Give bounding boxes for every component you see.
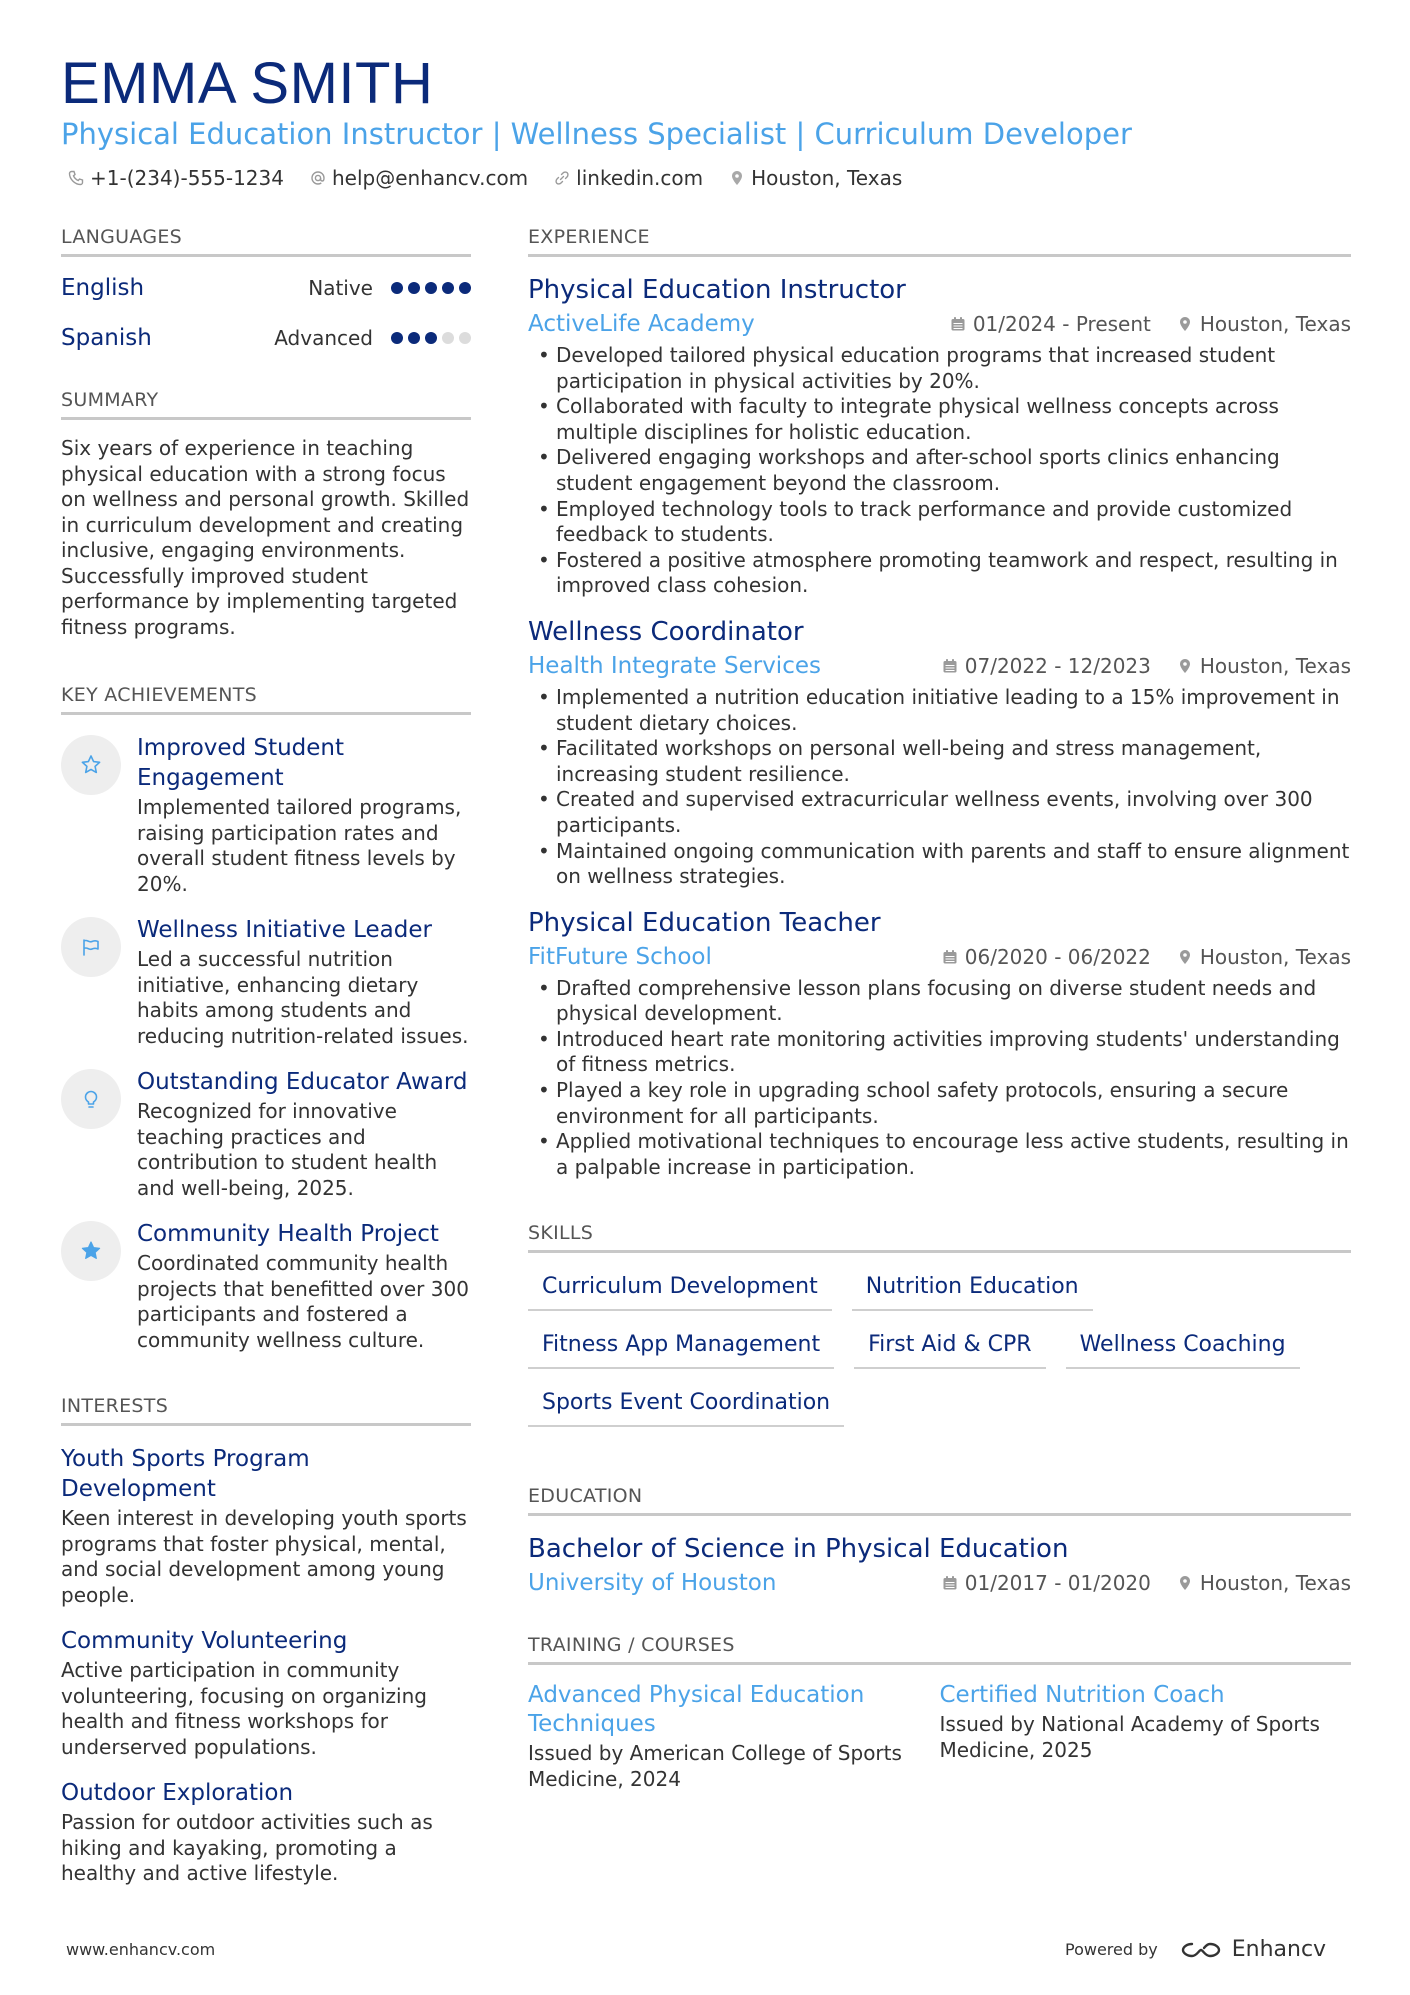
email-text: help@enhancv.com	[331, 166, 529, 190]
job-entry	[528, 906, 1351, 1181]
location-pin-icon	[729, 170, 745, 186]
experience-section	[528, 224, 1351, 1180]
education-section	[528, 1483, 1351, 1598]
location-text: Houston, Texas	[751, 166, 903, 190]
rating-dot	[425, 332, 437, 344]
skills-section	[528, 1220, 1351, 1427]
language-rating	[391, 282, 471, 294]
achievement-title: Community Health Project	[137, 1221, 439, 1247]
education-dates	[942, 1571, 1151, 1595]
contact-linkedin[interactable]	[554, 166, 703, 190]
course-title: Certified Nutrition Coach	[939, 1682, 1225, 1709]
job-bullet: • Maintained ongoing communication with parents and staff to ensure alignment on wellness strategies.	[528, 839, 1351, 890]
rating-dot	[425, 282, 437, 294]
skill-tag: Sports Event Coordination	[528, 1383, 844, 1427]
job-bullet: • Drafted comprehensive lesson plans focusing on diverse student needs and physical development.	[528, 976, 1351, 1027]
course-desc: Issued by National Academy of Sports Medicine, 2025	[939, 1712, 1320, 1762]
skill-tag: Curriculum Development	[528, 1267, 832, 1311]
job-location-text: Houston, Texas	[1199, 312, 1351, 336]
interest-title: Youth Sports Program Development	[61, 1446, 310, 1502]
language-name: Spanish	[61, 325, 152, 351]
interests-heading: INTERESTS	[61, 1393, 471, 1426]
job-dates-text: 07/2022 - 12/2023	[964, 653, 1151, 678]
star-outline-icon	[61, 735, 121, 795]
interest-item	[61, 1626, 471, 1760]
company-name: FitFuture School	[528, 943, 712, 970]
summary-section	[61, 387, 471, 640]
skills-list	[528, 1267, 1351, 1427]
achievement-item	[61, 733, 471, 897]
job-dates	[942, 945, 1151, 969]
language-row	[61, 313, 471, 363]
achievement-item	[61, 1067, 471, 1201]
skill-tag: Fitness App Management	[528, 1325, 834, 1369]
skill-tag: Wellness Coaching	[1066, 1325, 1300, 1369]
course-item	[940, 1681, 1352, 1792]
job-bullets	[528, 976, 1351, 1181]
job-bullet: • Applied motivational techniques to encourage less active students, resulting in a palpable increase in participation.	[528, 1129, 1351, 1180]
language-name: English	[61, 275, 145, 301]
job-entry	[528, 615, 1351, 890]
achievement-desc: Recognized for innovative teaching practices and contribution to student health and well-being, 2025.	[137, 1099, 438, 1200]
job-title: Wellness Coordinator	[528, 616, 804, 647]
powered-by-text: Powered by	[1065, 1940, 1158, 1959]
calendar-icon	[942, 949, 958, 965]
summary-heading: SUMMARY	[61, 387, 471, 420]
job-location-text: Houston, Texas	[1199, 653, 1351, 678]
job-bullet: • Employed technology tools to track performance and provide customized feedback to students.	[528, 497, 1351, 548]
candidate-tagline: Physical Education Instructor | Wellness Specialist | Curriculum Developer	[61, 117, 1132, 151]
contact-bar	[68, 166, 902, 190]
rating-dot	[408, 282, 420, 294]
star-filled-icon	[61, 1221, 121, 1281]
job-dates	[942, 654, 1151, 678]
interest-title: Community Volunteering	[61, 1628, 348, 1654]
company-name: Health Integrate Services	[528, 652, 821, 679]
job-bullet: • Played a key role in upgrading school safety protocols, ensuring a secure environment for all participants.	[528, 1078, 1351, 1129]
phone-icon	[68, 170, 84, 186]
left-column	[61, 224, 471, 1887]
achievements-heading: KEY ACHIEVEMENTS	[61, 682, 471, 715]
skills-heading: SKILLS	[528, 1220, 1351, 1253]
phone-text: +1-(234)-555-1234	[90, 166, 284, 190]
flag-icon	[61, 917, 121, 977]
skill-tag: Nutrition Education	[852, 1267, 1093, 1311]
job-dates-text: 01/2024 - Present	[972, 312, 1151, 336]
job-title: Physical Education Instructor	[528, 275, 906, 305]
job-location-text: Houston, Texas	[1199, 944, 1351, 969]
rating-dot	[391, 332, 403, 344]
powered-by	[1065, 1937, 1326, 1962]
job-bullets	[528, 343, 1351, 599]
job-bullet: • Collaborated with faculty to integrate physical wellness concepts across multiple disciplines for holistic education.	[528, 394, 1351, 445]
job-bullet: • Implemented a nutrition education initiative leading to a 15% improvement in student dietary choices.	[528, 685, 1351, 736]
interests-section	[61, 1393, 471, 1887]
location-pin-icon	[1177, 316, 1193, 332]
rating-dot	[459, 282, 471, 294]
job-bullet: • Created and supervised extracurricular wellness events, involving over 300 participants.	[528, 787, 1351, 838]
training-heading: TRAINING / COURSES	[528, 1632, 1351, 1665]
interest-item	[61, 1444, 471, 1608]
at-icon	[310, 170, 326, 186]
job-bullet: • Delivered engaging workshops and after-school sports clinics enhancing student engagement beyond the classroom.	[528, 445, 1351, 496]
education-heading: EDUCATION	[528, 1483, 1351, 1516]
job-entry	[528, 273, 1351, 599]
location-pin-icon	[1177, 658, 1193, 674]
language-rating	[391, 332, 471, 344]
language-level: Advanced	[274, 326, 373, 350]
job-bullet: • Introduced heart rate monitoring activities improving students' understanding of fitness metrics.	[528, 1027, 1351, 1078]
degree-title: Bachelor of Science in Physical Education	[528, 1534, 1069, 1565]
education-location-text: Houston, Texas	[1199, 1571, 1351, 1596]
languages-heading: LANGUAGES	[61, 224, 471, 257]
footer-url[interactable]: www.enhancv.com	[66, 1940, 216, 1959]
job-bullet: • Facilitated workshops on personal well-being and stress management, increasing student resilience.	[528, 736, 1351, 787]
job-bullets	[528, 685, 1351, 890]
skill-tag: First Aid & CPR	[854, 1325, 1045, 1369]
location-pin-icon	[1177, 1575, 1193, 1591]
rating-dot	[459, 332, 471, 344]
achievement-title: Improved Student Engagement	[137, 735, 345, 791]
contact-phone[interactable]	[68, 166, 284, 190]
achievements-section	[61, 682, 471, 1353]
enhancv-brand-text: Enhancv	[1231, 1937, 1327, 1962]
course-title: Advanced Physical Education Techniques	[528, 1682, 865, 1738]
language-level: Native	[308, 276, 373, 300]
rating-dot	[442, 332, 454, 344]
summary-text: Six years of experience in teaching physical education with a strong focus on wellness and personal growth. Skilled in curriculum development and creating inclusive, engaging environments. Successfully improved student performance by implementing targeted fitness programs.	[61, 436, 470, 639]
language-row	[61, 263, 471, 313]
rating-dot	[408, 332, 420, 344]
linkedin-text: linkedin.com	[576, 166, 704, 190]
job-title: Physical Education Teacher	[528, 907, 881, 938]
candidate-name: EMMA SMITH	[61, 51, 434, 116]
job-dates	[950, 312, 1151, 336]
calendar-icon	[942, 1575, 958, 1591]
experience-heading: EXPERIENCE	[528, 224, 1351, 257]
interest-item	[61, 1778, 471, 1887]
lightbulb-icon	[61, 1069, 121, 1129]
achievement-desc: Led a successful nutrition initiative, enhancing dietary habits among students and reducing nutrition-related issues.	[137, 947, 469, 1048]
achievement-desc: Coordinated community health projects that benefitted over 300 participants and fostered a community wellness culture.	[137, 1251, 469, 1352]
training-section	[528, 1632, 1351, 1792]
enhancv-logo-icon	[1178, 1938, 1224, 1962]
interest-desc: Keen interest in developing youth sports programs that foster physical, mental, and social development among young people.	[61, 1506, 467, 1607]
contact-email[interactable]	[310, 166, 528, 190]
job-bullet: • Developed tailored physical education programs that increased student participation in physical activities by 20%.	[528, 343, 1351, 394]
course-item	[528, 1681, 940, 1792]
company-name: ActiveLife Academy	[528, 311, 755, 337]
interest-title: Outdoor Exploration	[61, 1780, 294, 1806]
course-desc: Issued by American College of Sports Medicine, 2024	[528, 1741, 902, 1791]
contact-location	[729, 166, 902, 190]
interest-desc: Active participation in community volunteering, focusing on organizing health and fitness workshops for underserved populations.	[61, 1658, 427, 1759]
job-location	[1177, 945, 1351, 969]
right-column	[528, 224, 1351, 1792]
location-pin-icon	[1177, 949, 1193, 965]
education-location	[1177, 1571, 1351, 1595]
calendar-icon	[942, 658, 958, 674]
rating-dot	[442, 282, 454, 294]
link-icon	[554, 170, 570, 186]
rating-dot	[391, 282, 403, 294]
job-location	[1177, 654, 1351, 678]
job-dates-text: 06/2020 - 06/2022	[964, 944, 1151, 969]
job-location	[1177, 312, 1351, 336]
achievement-item	[61, 1219, 471, 1353]
calendar-icon	[950, 316, 966, 332]
languages-section	[61, 224, 471, 363]
enhancv-logo[interactable]	[1178, 1937, 1326, 1962]
education-dates-text: 01/2017 - 01/2020	[964, 1571, 1151, 1596]
job-bullet: • Fostered a positive atmosphere promoting teamwork and respect, resulting in improved class cohesion.	[528, 548, 1351, 599]
achievement-item	[61, 915, 471, 1049]
interest-desc: Passion for outdoor activities such as hiking and kayaking, promoting a healthy and active lifestyle.	[61, 1810, 433, 1885]
achievement-title: Outstanding Educator Award	[137, 1069, 468, 1095]
achievement-title: Wellness Initiative Leader	[137, 917, 432, 943]
school-name: University of Houston	[528, 1570, 777, 1597]
achievement-desc: Implemented tailored programs, raising participation rates and overall student fitness levels by 20%.	[137, 795, 462, 896]
